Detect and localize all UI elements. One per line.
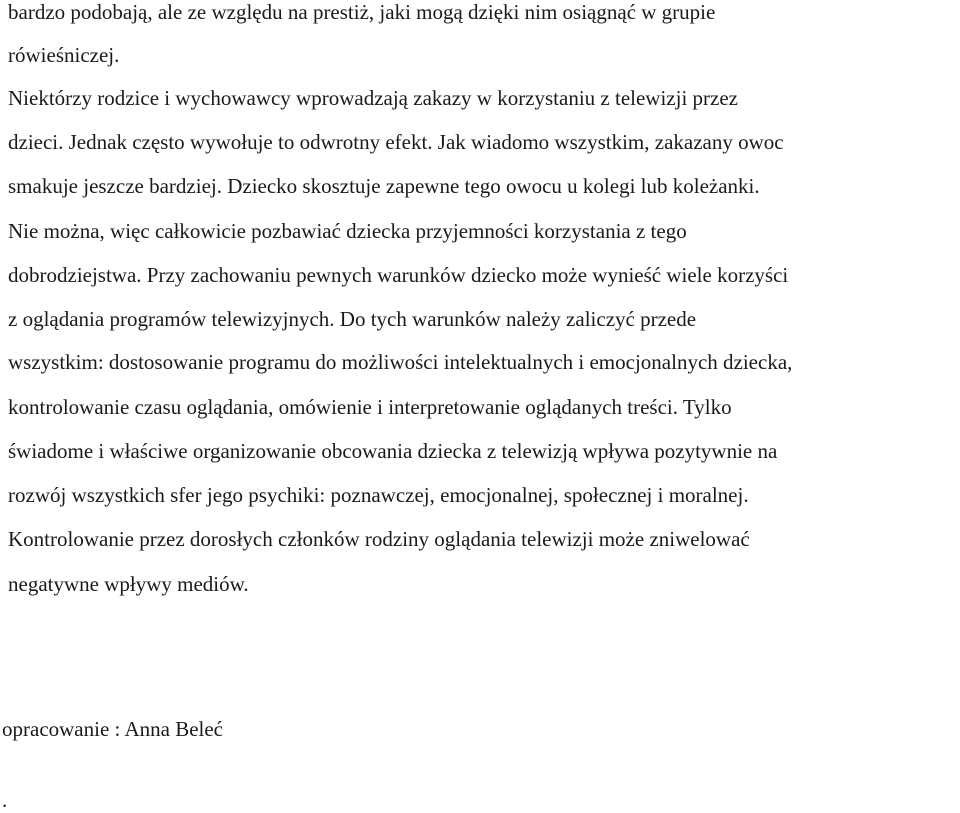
text-line-2: rówieśniczej. xyxy=(8,43,120,67)
text-line-7: dobrodziejstwa. Przy zachowaniu pewnych warunków dziecko może wynieść wiele korzyści xyxy=(8,263,789,287)
text-line-1: bardzo podobają, ale ze względu na prestiż, jaki mogą dzięki nim osiągnąć w grupie xyxy=(8,0,716,24)
text-line-13: Kontrolowanie przez dorosłych członków rodziny oglądania telewizji może zniwelować xyxy=(8,527,750,551)
text-line-4: dzieci. Jednak często wywołuje to odwrotny efekt. Jak wiadomo wszystkim, zakazany owoc xyxy=(8,130,784,154)
text-line-10: kontrolowanie czasu oglądania, omówienie i interpretowanie oglądanych treści. Tylko xyxy=(8,395,732,419)
text-line-3: Niektórzy rodzice i wychowawcy wprowadzają zakazy w korzystaniu z telewizji przez xyxy=(8,86,738,110)
text-line-6: Nie można, więc całkowicie pozbawiać dziecka przyjemności korzystania z tego xyxy=(8,219,687,243)
author-signature: opracowanie : Anna Beleć xyxy=(2,717,223,741)
text-line-8: z oglądania programów telewizyjnych. Do tych warunków należy zaliczyć przede xyxy=(8,307,697,331)
trailing-period: . xyxy=(2,788,8,812)
text-line-14: negatywne wpływy mediów. xyxy=(8,572,249,596)
text-line-9: wszystkim: dostosowanie programu do możliwości intelektualnych i emocjonalnych dziecka, xyxy=(8,350,793,374)
text-line-11: świadome i właściwe organizowanie obcowania dziecka z telewizją wpływa pozytywnie na xyxy=(8,439,778,463)
text-line-5: smakuje jeszcze bardziej. Dziecko skosztuje zapewne tego owocu u kolegi lub koleżanki. xyxy=(8,174,760,198)
text-line-12: rozwój wszystkich sfer jego psychiki: poznawczej, emocjonalnej, społecznej i moralnej. xyxy=(8,483,749,507)
